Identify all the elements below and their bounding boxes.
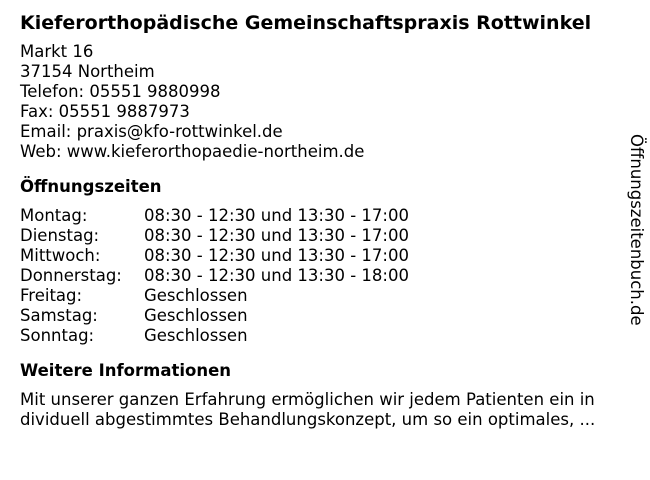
contact-block	[20, 42, 620, 162]
more-info-heading: Weitere Informationen	[20, 361, 232, 380]
hours-day: Samstag:	[20, 306, 98, 325]
hours-row-friday	[20, 286, 620, 306]
hours-time: 08:30 - 12:30 und 13:30 - 17:00	[144, 226, 409, 245]
hours-day: Donnerstag:	[20, 266, 122, 285]
address-city: 37154 Northeim	[20, 62, 155, 81]
hours-day: Mittwoch:	[20, 246, 101, 265]
email-address: Email: praxis@kfo-rottwinkel.de	[20, 122, 283, 141]
hours-row-saturday	[20, 306, 620, 326]
site-watermark: Öffnungszeitenbuch.de	[627, 134, 646, 326]
hours-day: Montag:	[20, 206, 88, 225]
more-info-line: Mit unserer ganzen Erfahrung ermöglichen wir jedem Patienten ein in	[20, 390, 595, 409]
hours-time: Geschlossen	[144, 306, 248, 325]
hours-time: 08:30 - 12:30 und 13:30 - 18:00	[144, 266, 409, 285]
hours-time: 08:30 - 12:30 und 13:30 - 17:00	[144, 246, 409, 265]
hours-row-sunday	[20, 326, 620, 346]
hours-row-wednesday	[20, 246, 620, 266]
fax-number: Fax: 05551 9887973	[20, 102, 190, 121]
opening-hours-heading: Öffnungszeiten	[20, 177, 162, 196]
opening-hours-table	[20, 206, 620, 346]
hours-day: Freitag:	[20, 286, 83, 305]
hours-row-monday	[20, 206, 620, 226]
practice-card	[20, 10, 620, 430]
website-url: Web: www.kieferorthopaedie-northeim.de	[20, 142, 365, 161]
hours-time: 08:30 - 12:30 und 13:30 - 17:00	[144, 206, 409, 225]
more-info-text	[20, 390, 620, 430]
hours-day: Sonntag:	[20, 326, 95, 345]
practice-name: Kieferorthopädische Gemeinschaftspraxis Rottwinkel	[20, 12, 592, 34]
hours-row-tuesday	[20, 226, 620, 246]
phone-number: Telefon: 05551 9880998	[20, 82, 221, 101]
hours-day: Dienstag:	[20, 226, 100, 245]
address-street: Markt 16	[20, 42, 94, 61]
more-info-line: dividuell abgestimmtes Behandlungskonzept, um so ein optimales, ...	[20, 410, 596, 429]
hours-row-thursday	[20, 266, 620, 286]
hours-time: Geschlossen	[144, 286, 248, 305]
hours-time: Geschlossen	[144, 326, 248, 345]
